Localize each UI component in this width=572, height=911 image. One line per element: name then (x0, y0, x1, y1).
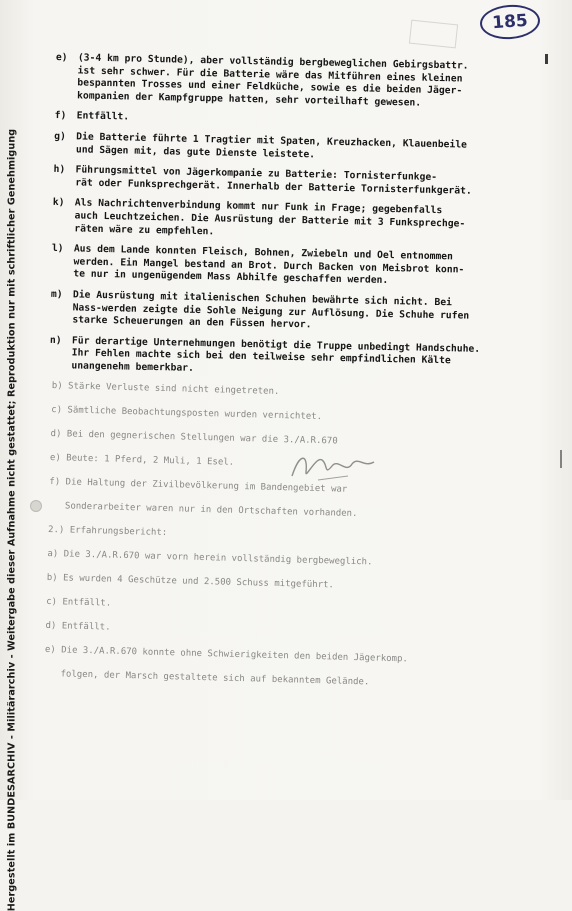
paragraph-text: Die Batterie führte 1 Tragtier mit Spaten, Kreuzhacken, Klauenbeile und Sägen mit, das gute Dienste leistete. (75, 131, 468, 160)
page-number-stamp: 185 (479, 3, 541, 41)
paragraph-e (57, 52, 558, 113)
paragraph-text: Als Nachrichtenverbindung kommt nur Funk in Frage; gegebenfalls auch Leuchtzeichen. Die Ausrüstung der Batterie mit 3 Funksprechge- räten wäre zu empfehlen. (74, 197, 466, 237)
handwritten-signature (288, 446, 378, 486)
paragraph-text: (3-4 km pro Stunde), aber vollständig bergbeweglichen Gebirgsbattr. ist sehr schwer. Für die Batterie wäre das Mitführen eines kleinen bespannten Trosses und einer Feldküche, sowie es die beiden Jäger- kompanien der Kampfgruppe hatten, sehr vorteilhaft gewesen. (76, 52, 469, 109)
paragraph-n (51, 335, 552, 383)
archive-stamp-strip (0, 0, 24, 911)
paragraph-m (52, 289, 553, 337)
scan-mark (560, 450, 562, 468)
paragraph-label: e) (55, 51, 68, 64)
paragraph-label: h) (53, 164, 66, 176)
faint-stamp-mark (409, 20, 458, 49)
bleed-through-text: b) Stärke Verluste sind nicht eingetreten. c) Sämtliche Beobachtungsposten wurden vernichtet. d) Bei den gegnerischen Stellungen war die 3./A.R.670 e) Beute: 1 Pferd, 2 Muli, 1 Esel. f) Die Haltung der Zivilbevölkerung im Bandengebiet war Sonderarbeiter waren nur in den Ortschaften vorhanden. 2.) Erfahrungsbericht: a) Die 3./A.R.670 war vorn herein vollständig bergbeweglich. b) Es wurden 4 Geschütze und 2.500 Schuss mitgeführt. c) Entfällt. d) Entfällt. e) Die 3./A.R.670 konnte ohne Schwierigkeiten den beiden Jägerkomp. folgen, der Marsch gestaltete sich auf bekanntem Gelände. (44, 380, 408, 688)
paragraph-text: Die Ausrüstung mit italienischen Schuhen bewährte sich nicht. Bei Nass-werden zeigte die Sohle Neigung zur Auflösung. Die Schuhe rufen starke Scheuerungen an den Füssen hervor. (72, 289, 470, 331)
paragraph-g (56, 131, 556, 167)
paragraph-label: n) (49, 334, 62, 346)
paragraph-label: f) (54, 110, 67, 122)
paragraph-label: k) (52, 197, 65, 209)
paragraph-text: Für derartige Unternehmungen benötigt die Truppe unbedingt Handschuhe. Ihr Fehlen machte sich bei den teilweise sehr empfindlichen Kälte unangenehm bemerkbar. (71, 335, 481, 374)
typed-text-block (51, 52, 558, 391)
paragraph-label: g) (54, 130, 67, 143)
paragraph-l (53, 243, 554, 291)
archive-stamp-text: Hergestellt im BUNDESARCHIV - Militärarchiv - Weitergabe dieser Aufnahme nicht gestattet; Reproduktion nur mit schriftlicher Genehmigung (6, 128, 18, 911)
paragraph-label: l) (51, 243, 64, 255)
paragraph-h (55, 164, 555, 200)
paragraph-f (54, 110, 557, 133)
paragraph-text: Führungsmittel von Jägerkompanie zu Batterie: Tornisterfunkge- rät oder Funksprechgerät. Innerhalb der Batterie Tornisterfunkgerät. (75, 164, 472, 197)
paragraph-text: Entfällt. (76, 110, 130, 123)
paragraph-k (54, 197, 555, 245)
punch-hole (30, 500, 42, 512)
paragraph-text: Aus dem Lande konnten Fleisch, Bohnen, Zwiebeln und Oel entnommen werden. Ein Mangel bestand an Brot. Durch Backen von Meisbrot konn- te nur in ungenügendem Mass Abhilfe geschaffen werden. (73, 243, 465, 287)
paragraph-label: m) (50, 288, 63, 301)
